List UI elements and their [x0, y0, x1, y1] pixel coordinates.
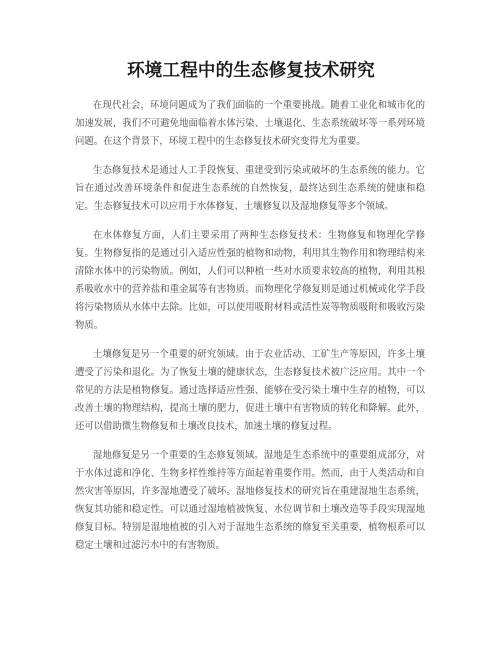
paragraph-2: 生态修复技术是通过人工手段恢复、重建受到污染或破坏的生态系统的能力。它旨在通过改善环境条件和促进生态系统的自然恢复，最终达到生态系统的健康和稳定。生态修复技术可以应用于水体修复、土壤修复以及湿地修复等多个领域。 — [75, 165, 425, 212]
paragraph-1: 在现代社会，环境问题成为了我们面临的一个重要挑战。随着工业化和城市化的加速发展，我们不可避免地面临着水体污染、土壤退化、生态系统破坏等一系列环境问题。在这个背景下，环境工程中的生态修复技术研究变得尤为重要。 — [75, 100, 425, 147]
paragraph-4: 土壤修复是另一个重要的研究领域。由于农业活动、工矿生产等原因，许多土壤遭受了污染和退化。为了恢复土壤的健康状态，生态修复技术被广泛应用。其中一个常见的方法是植物修复。通过选择适应性强、能够在受污染土壤中生存的植物，可以改善土壤的物理结构，提高土壤的肥力，促进土壤中有害物质的转化和降解。此外，还可以借助微生物修复和土壤改良技术，加速土壤的修复过程。 — [75, 349, 425, 432]
document-title: 环境工程中的生态修复技术研究 — [127, 61, 375, 81]
paragraph-5: 湿地修复是另一个重要的生态修复领域。湿地是生态系统中的重要组成部分，对于水体过滤和净化、生物多样性维持等方面起着重要作用。然而，由于人类活动和自然灾害等原因，许多湿地遭受了破坏。湿地修复技术的研究旨在重建湿地生态系统，恢复其功能和稳定性。可以通过湿地植被恢复、水位调节和土壤改造等手段实现湿地修复目标。特别是湿地植被的引入对于湿地生态系统的修复至关重要，植物根系可以稳定土壤和过滤污水中的有害物质。 — [75, 450, 425, 551]
paragraph-3: 在水体修复方面，人们主要采用了两种生态修复技术：生物修复和物理化学修复。生物修复指的是通过引入适应性强的植物和动物，利用其生物作用和物理结构来清除水体中的污染物质。例如，人们可以种植一些对水质要求较高的植物，利用其根系吸收水中的营养盐和重金属等有害物质。而物理化学修复则是通过机械或化学手段将污染物质从水体中去除。比如，可以使用吸附材料或活性炭等物质吸附和吸收污染物质。 — [75, 230, 425, 331]
document-body — [75, 97, 425, 566]
